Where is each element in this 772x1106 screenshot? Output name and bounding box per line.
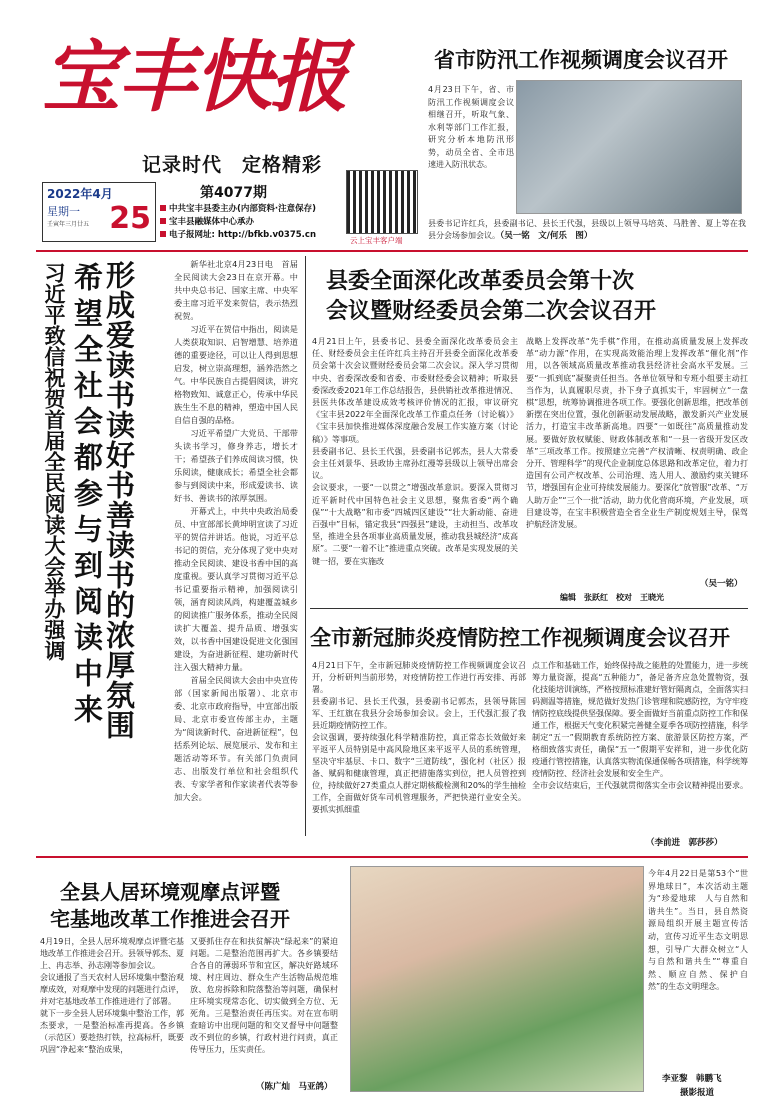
- feature-para-3: 习近平希望广大党员、干部带头读书学习，修身养志，增长才干；希望孩子们养成阅读习惯，快乐阅读，健康成长；希望全社会都参与到阅读中来，形成爱读书、读好书、善读书的浓厚氛围。: [174, 428, 298, 503]
- top-story-caption: [428, 218, 746, 242]
- date-lunar: 壬寅年三月廿五: [47, 221, 90, 228]
- earthday-photo: [350, 866, 644, 1092]
- date-year-month: 2022年4月: [47, 187, 113, 201]
- env-title-line2: 宅基地改革工作推进会召开: [50, 907, 290, 931]
- feature-article: [174, 258, 298, 858]
- reform-col1: 4月21日上午，县委书记、县委全面深化改革委员会主任、财经委员会主任许红兵主持召开县委全面深化改革委员会第十次会议暨财经委员会第二次会议。深入学习贯彻中央、省委深改委和省委、市委财经委会议精神；听取县委深改委2021年工作总结报告，县供销社改革推进情况、县医共体改革建设成效考核评价情况的汇报，审议研究《宝丰县2022年全面深化改革工作重点任务（讨论稿）》《宝丰县加快推进媒体深度融合发展工作实施方案（讨论稿）》等事项。 县委副书记、县长王代强，县委副书记郭杰，县人大常委会主任刘景华、县政协主席孙红漫等县级以上领导出席会议。 会议要求，一要“一以贯之”增强改革意识。要深入贯彻习近平新时代中国特色社会主义思想，聚焦省委“两个确保”“十大战略”和市委“四城四区建设”“壮大新动能、奋进百强中”目标，锚定我县“四强县”建设，主动担当、改革攻坚，推进全县各项事业高质量发展，推动我县城经济“成高原”。二要“一着不让”推进重点突破。改革是实现发展的关键一招，要在实施改: [312, 337, 518, 566]
- top-story-text: 4月23日下午，省、市防汛工作视频调度会议相继召开，听取气象、水利等部门工作汇报，研究分析本地防汛形势，动员全省、全市迅速进入防汛状态。: [428, 85, 514, 169]
- top-story-credit: （吴一铭 文/何乐 图）: [500, 231, 593, 241]
- qr-caption: 云上宝丰客户端: [350, 236, 403, 245]
- earthday-credit-label: 摄影报道: [680, 1088, 715, 1098]
- feature-para-1: 新华社北京4月23日电 首届全民阅读大会23日在京开幕。中共中央总书记、国家主席、中央军委主席习近平发来贺信，表示热烈祝贺。: [174, 259, 298, 321]
- lower-divider: [36, 856, 748, 858]
- section-divider: [310, 608, 748, 609]
- env-col1: 4月19日，全县人居环境观摩点评暨宅基地改革工作推进会召开。县领导郭杰、夏上、冉志举、孙志刚等参加会议。 会议通报了当天农村人居环境集中整治观摩成效，对观摩中发现的问题进行点评，并对宅基地改革工作推进进行了部署。 就下一步全县人居环境集中整治工作，郭杰要求，一是整治标准再提高。各乡镇（示范区）要趁热打铁，拉高标杆，既要巩固“净起来”整治成果，: [40, 937, 184, 1054]
- top-story-photo: [516, 80, 742, 214]
- column-divider: [305, 256, 306, 836]
- masthead-logo: 宝丰快报: [42, 32, 347, 123]
- env-col2: 又要抓住存在和扶贫解决“绿起来”的紧迫问题。二是整治范围再扩大。各乡镇要结合各自的薄弱环节和宜区，解决好路域环境、村庄周边、群众生产生活物品规范堆放、危房拆除和院落整治等问题，确保村庄环境实现常态化、切实做到全方位、无死角。三是整治责任再压实。对在宣布明查暗访中出现问题的和交叉督导中问题整改不到位的乡镇，行政村进行问责，真正传导压力，压实责任。: [190, 937, 338, 1054]
- issue-number: 第4077期: [200, 185, 267, 201]
- top-story-title: 省市防汛工作视频调度会议召开: [434, 47, 728, 72]
- date-weekday: 星期一: [47, 205, 80, 218]
- reform-credit: （吴一铭）: [700, 579, 743, 589]
- reform-title-line2: 会议暨财经委员会第二次会议召开: [326, 298, 657, 324]
- covid-title: 全市新冠肺炎疫情防控工作视频调度会议召开: [310, 625, 730, 650]
- reform-col2: 战略上发挥改革“先手棋”作用，在推动高质量发展上发挥改革“动力源”作用，在实现高效能治理上发挥改革“催化剂”作用，以各领域高质量改革推动我县经济社会高水平发展。三要“一抓到底”凝聚责任担当。各单位领导和专班小组要主动扛当作为，认真履职尽责，扑下身子真抓实干，牢固树立“一盘棋”思想，统筹协调推进各项工作。要强化创新思维，把改革创新摆在突出位置，强化创新驱动发展战略，激发新兴产业发展活力，打造宝丰改革新高地。四要“一如既往”高质量推动发展。要做好放权赋能、财政体制改革和“一县一省级开发区改革”三项改革工作。按照建立完善“产权清晰、权责明确、政企分开、管理科学”的现代企业制度总体思路和改革定位，着力打造国有公司产权改革、公司治理、选人用人、激励约束关键环节，增强国有企业可持续发展能力。要深化“放管服”改革、“万人助万企”“三个一批”活动，助力优化营商环境，产业发展，项目建设等，在宝丰积极营造全省全业生产制度规划主导，保驾护航经济发展。: [526, 337, 748, 530]
- date-box: [42, 182, 156, 242]
- covid-col1: 4月21日下午，全市新冠肺炎疫情防控工作视频调度会议召开，分析研判当前形势，对疫情防控工作进行再安排、再部署。 县委副书记、县长王代强，县委副书记郭杰，县领导陈国军、王红旗在我县分会场参加会议。会上，王代强汇报了我县近期疫情防控工作。 会议强调，要持续强化科学精准防控，真正常态长效做好来平返平人员特别是中高风险地区来平返平人员的系统管理，坚决守牢基层、卡口、数字“三道防线”，强化村（社区）报备、赋码和健康管理，真正把措施落实到位，把人员管控到位，持续做好27类重点人群定期核酸检测和20%的学生抽检工作，全面做好货车司机管理服务，严把快递行业安全关。要抓实抓细重: [312, 661, 526, 814]
- feature-title-mid: 希望全社会都参与到阅读中来: [70, 262, 104, 730]
- publisher-line1: 中共宝丰县委主办(内部资料·注意保存): [169, 204, 317, 214]
- date-day: 25: [109, 201, 151, 236]
- publisher-line2: 宝丰县融媒体中心承办: [169, 217, 255, 227]
- qr-code-icon[interactable]: [346, 170, 418, 234]
- reform-editor: 编辑 张跃红 校对 王晓光: [560, 593, 664, 602]
- env-credit: （陈广灿 马亚鸽）: [256, 1082, 333, 1092]
- feature-para-2: 习近平在贺信中指出，阅读是人类获取知识、启智增慧、培养道德的重要途径，可以让人得到思想启发，树立崇高理想，涵养浩然之气。中华民族自古提倡阅读，讲究格物致知、诚意正心，传承中华民族生生不息的精神，塑造中国人民自信自强的品格。: [174, 324, 298, 425]
- publisher-info: [160, 203, 316, 242]
- earthday-text: 今年4月22日是第53个“世界地球日”，本次活动主题为“珍爱地球 人与自然和谐共生”。当日，县自然资源局组织开展主题宣传活动，宣传习近平生态文明思想，引导广大群众树立“人与自然和谐共生”“尊重自然、顺应自然、保护自然”的生态文明理念。: [648, 869, 748, 992]
- feature-title-left: 习近平致信祝贺首届全民阅读大会举办强调: [42, 262, 67, 661]
- env-title-line1: 全县人居环境观摩点评暨: [60, 880, 280, 904]
- earthday-credit: 李亚黎 韩鹏飞: [662, 1074, 722, 1084]
- masthead-slogan: 记录时代 定格精彩: [142, 154, 323, 176]
- reform-title-line1: 县委全面深化改革委员会第十次: [326, 268, 635, 294]
- top-story-caption-text: 县委书记许红兵，县委副书记、县长王代强，县级以上领导马培英、马胜普、夏上等在我县分会场参加会议。: [428, 219, 746, 240]
- covid-col2: 点工作和基础工作，始终保持战之能胜的处置能力，进一步统筹力量资源，提高“五种能力”，备足备齐应急处置物资，强化技能培训演练，严格按照标准建好管好隔离点，全面落实扫码测温等措施，规范做好发热门诊管理和院感防控，为守牢疫情防控底线提供坚强保障。要全面做好当前重点防控工作和保通工作，根据天气变化积紧完善健全夏季各项防控措施，科学制定“五一”假期教育系统防控方案、旅游景区防控方案，严格细致落实责任，确保“五一”假期平安祥和，进一步优化防疫通行管控措施，认真落实物流保通保畅各项措施，科学统筹疫情防控、经济社会发展和安全生产。 全市会议结束后，王代强就贯彻落实全市会议精神提出要求。: [532, 661, 748, 790]
- feature-para-4: 开幕式上，中共中央政治局委员、中宣部部长黄坤明宣读了习近平的贺信并讲话。他说，习近平总书记的贺信，充分体现了党中央对推动全民阅读、建设书香中国的高度重视。要认真学习贯彻习近平总书记重要指示精神，加强阅读引领，涵育阅读风尚，构建覆盖城乡的阅读推广服务体系，推动全民阅读扩大覆盖、提升品质、增强实效，以书香中国建设促进文化强国建设，为奋进新征程、建功新时代注入强大精神力量。: [174, 506, 298, 672]
- feature-title-right: 形成爱读书读好书善读书的浓厚氛围: [102, 260, 136, 740]
- masthead-divider: [36, 250, 748, 252]
- covid-credit: （李前进 郭莎莎）: [646, 838, 723, 848]
- feature-para-5: 首届全民阅读大会由中央宣传部（国家新闻出版署）、北京市委、北京市政府指导，中宣部出版局、北京市委宣传部主办，主题为“阅读新时代、奋进新征程”，包括系列论坛、展览展示、发布和主题活动等环节。有关部门负责同志、出版发行单位和社会组织代表、专家学者和作家读者代表等参加大会。: [174, 675, 298, 802]
- publisher-url[interactable]: 电子报网址: http://bfkb.v0375.cn: [169, 230, 316, 240]
